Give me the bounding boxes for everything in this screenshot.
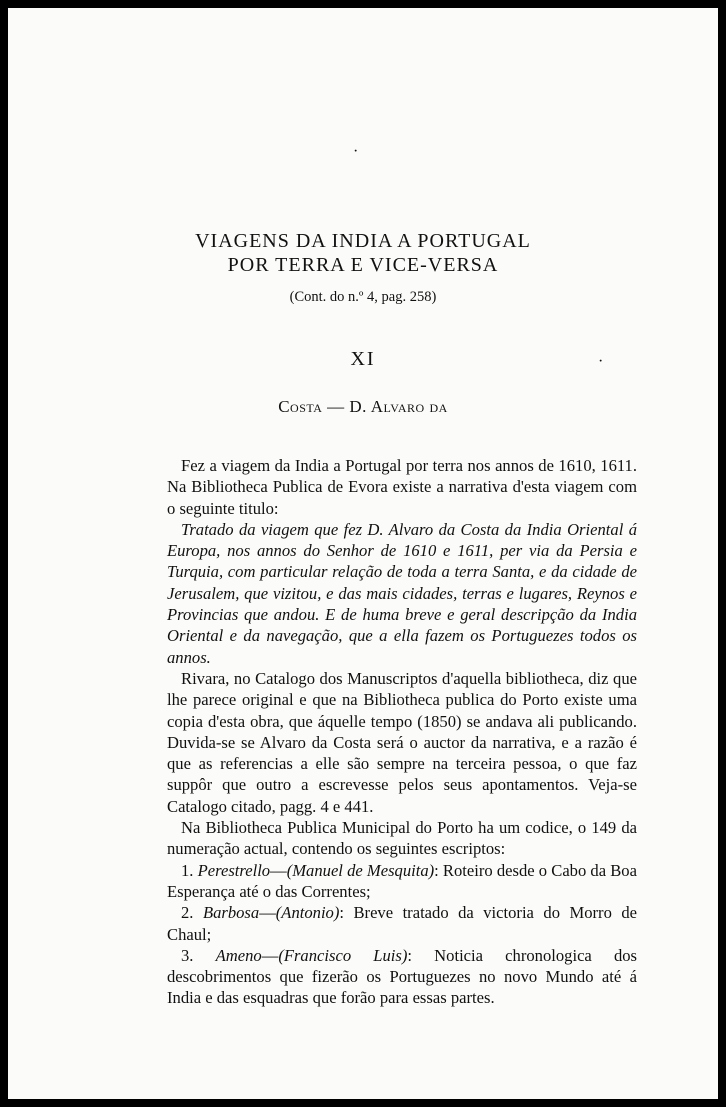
paragraph-2: Rivara, no Catalogo dos Manuscriptos d'aquella bibliotheca, diz que lhe parece original e que na Bibliotheca publica do Porto existe uma copia d'esta obra, que áquelle tempo (1850) se andava ali publicando. Duvida-se se Alvaro da Costa será o auctor da narrativa, e a razão é que as referencias a elle são sempre na terceira pessoa, o que faz suppôr que outro a escrevesse pelos seus apontamentos. Veja-se Catalogo citado, pagg. 4 e 441. [167, 668, 637, 816]
section-numeral: XI [350, 348, 376, 370]
list-item [167, 860, 637, 903]
item-number: 1. [181, 860, 194, 880]
item-number: 3. [181, 945, 194, 965]
page-mark-dot-side: · [598, 353, 604, 370]
item-author: Perestrello [197, 860, 271, 880]
item-text: : Roteiro desde o Cabo da Boa Esperança até o das Correntes; [167, 860, 637, 901]
title-line-2: POR TERRA E VICE-VERSA [227, 254, 499, 276]
item-name: (Francisco Luis) [278, 945, 408, 965]
item-name: (Antonio) [275, 903, 340, 923]
item-separator: — [259, 903, 276, 923]
paragraph-1: Fez a viagem da India a Portugal por terra nos annos de 1610, 1611. Na Bibliotheca Publica de Evora existe a narrativa d'esta viagem com o seguinte titulo: [167, 456, 637, 518]
item-author: Barbosa [202, 903, 260, 923]
page-mark-dot-top: · [353, 143, 359, 160]
entry-heading: Costa — D. Alvaro da [278, 397, 448, 416]
body-text [167, 455, 637, 1009]
item-text: : Noticia chronologica dos descobrimentos que fizerão os Portuguezes no novo Mundo até á India e das esquadras que forão para essas partes. [167, 945, 638, 1008]
title-line-1: VIAGENS DA INDIA A PORTUGAL [195, 230, 531, 252]
list-item [167, 902, 637, 945]
item-name: (Manuel de Mesquita) [286, 860, 435, 880]
item-text: : Breve tratado da victoria do Morro de Chaul; [167, 903, 637, 944]
item-separator: — [270, 860, 287, 880]
document-page [8, 8, 718, 1099]
item-separator: — [261, 945, 279, 965]
continuation-note: (Cont. do n.º 4, pag. 258) [289, 289, 437, 305]
paragraph-3: Na Bibliotheca Publica Municipal do Porto ha um codice, o 149 da numeração actual, contendo os seguintes escriptos: [167, 818, 637, 859]
list-item [167, 945, 637, 1009]
item-author: Ameno [215, 945, 262, 965]
treatise-title: Tratado da viagem que fez D. Alvaro da Costa da India Oriental á Europa, nos annos do Senhor de 1610 e 1611, per via da Persia e Turquia, com particular relação de toda a terra Santa, e da cidade de Jerusalem, que vizitou, e das mais cidades, terras e lugares, Reynos e Provincias que andou. E de huma breve e geral descripção da India Oriental e da navegação, que a ella fazem os Portuguezes todos os annos. [167, 519, 637, 667]
item-number: 2. [181, 903, 194, 923]
paragraph-title-quote [167, 519, 637, 668]
